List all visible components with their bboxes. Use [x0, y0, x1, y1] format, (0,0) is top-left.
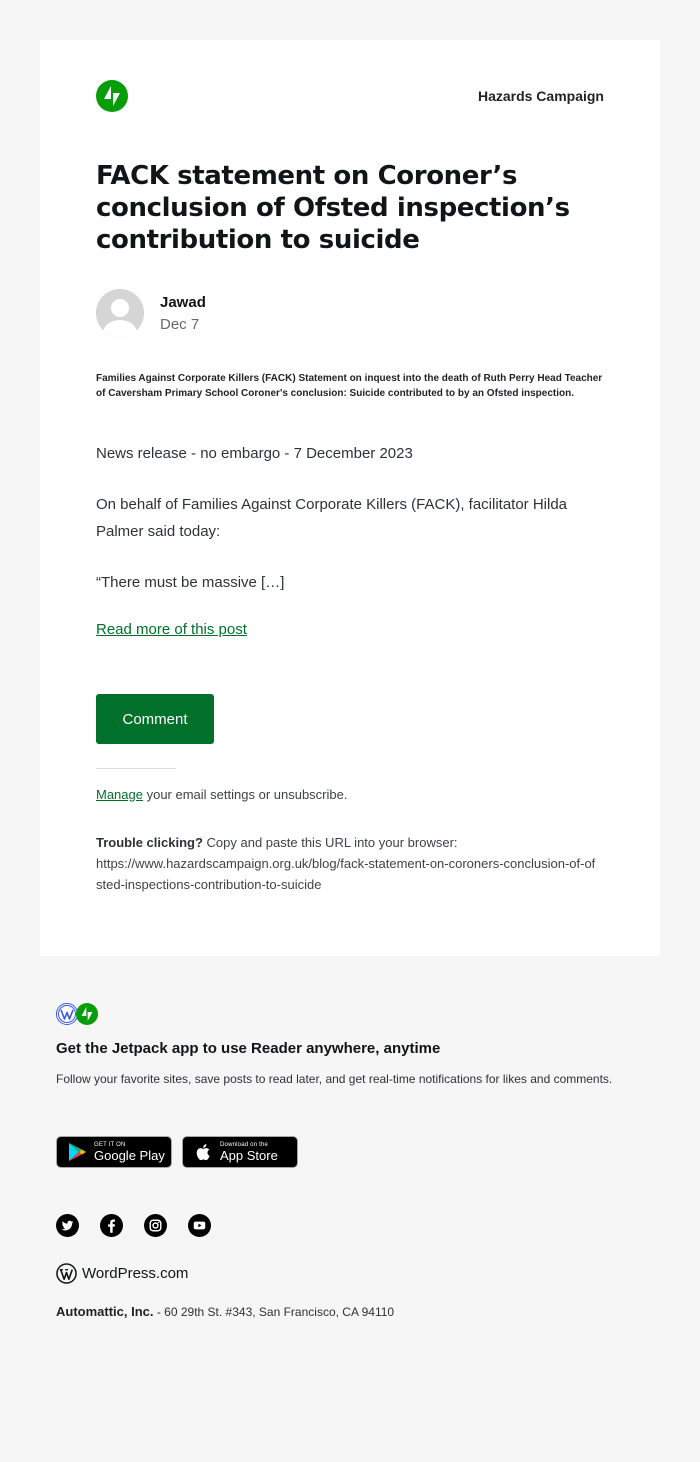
divider [96, 768, 176, 769]
post-url: https://www.hazardscampaign.org.uk/blog/fack-statement-on-coroners-conclusion-of-ofsted-inspections-contribution-to-suicide [96, 856, 596, 892]
google-play-label: Google Play [94, 1148, 165, 1163]
trouble-label: Trouble clicking? [96, 835, 203, 850]
manage-settings-line [96, 787, 347, 802]
post-title[interactable]: FACK statement on Coroner’s conclusion of Ofsted inspection’s contribution to suicide [96, 161, 570, 255]
google-play-icon [66, 1141, 88, 1163]
app-store-small-label: Download on the [220, 1142, 269, 1148]
app-store-button[interactable] [182, 1136, 298, 1168]
site-name[interactable]: Hazards Campaign [477, 88, 604, 104]
wordpress-icon [56, 1003, 78, 1025]
wordpress-logo-icon [56, 1263, 77, 1284]
social-links [56, 1214, 232, 1237]
wordpress-com-label: WordPress.com [82, 1265, 189, 1282]
author-name: Jawad [160, 294, 206, 311]
jetpack-icon [76, 1003, 98, 1025]
email-card [40, 40, 660, 956]
manage-link[interactable]: Manage [96, 787, 143, 802]
google-play-button[interactable] [56, 1136, 172, 1168]
paragraph: News release - no embargo - 7 December 2023 [96, 445, 413, 462]
facebook-icon[interactable] [100, 1214, 123, 1237]
footer-title: Get the Jetpack app to use Reader anywhere, anytime [56, 1040, 441, 1057]
apple-icon [192, 1141, 214, 1163]
trouble-clicking [96, 832, 596, 895]
app-store-label: App Store [220, 1148, 278, 1163]
footer-description: Follow your favorite sites, save posts to read later, and get real-time notifications for likes and comments. [56, 1072, 613, 1086]
jetpack-logo-icon[interactable] [96, 80, 128, 112]
manage-suffix: your email settings or unsubscribe. [142, 787, 348, 802]
read-more-link[interactable]: Read more of this post [96, 621, 247, 638]
wordpress-com-logo[interactable] [56, 1263, 188, 1284]
author-avatar [96, 289, 144, 337]
excerpt-heading: Families Against Corporate Killers (FACK) Statement on inquest into the death of Ruth Perry Head Teacher of Caversham Primary School Coroner's conclusion: Suicide contributed to by an Ofsted inspection. [96, 373, 603, 399]
trouble-text: Copy and paste this URL into your browser: [202, 835, 458, 850]
paragraph: “There must be massive […] [96, 574, 285, 591]
google-play-small-label: GET IT ON [94, 1142, 126, 1148]
post-date: Dec 7 [160, 316, 200, 333]
youtube-icon[interactable] [188, 1214, 211, 1237]
company-address [56, 1304, 394, 1319]
comment-button[interactable]: Comment [96, 694, 214, 744]
company-name: Automattic, Inc. [56, 1304, 154, 1319]
address-text: - 60 29th St. #343, San Francisco, CA 94110 [153, 1305, 395, 1319]
twitter-icon[interactable] [56, 1214, 79, 1237]
footer-logos [56, 1003, 98, 1025]
instagram-icon[interactable] [144, 1214, 167, 1237]
default-avatar-icon [96, 289, 144, 337]
paragraph: On behalf of Families Against Corporate Killers (FACK), facilitator Hilda Palmer said today: [96, 496, 568, 540]
